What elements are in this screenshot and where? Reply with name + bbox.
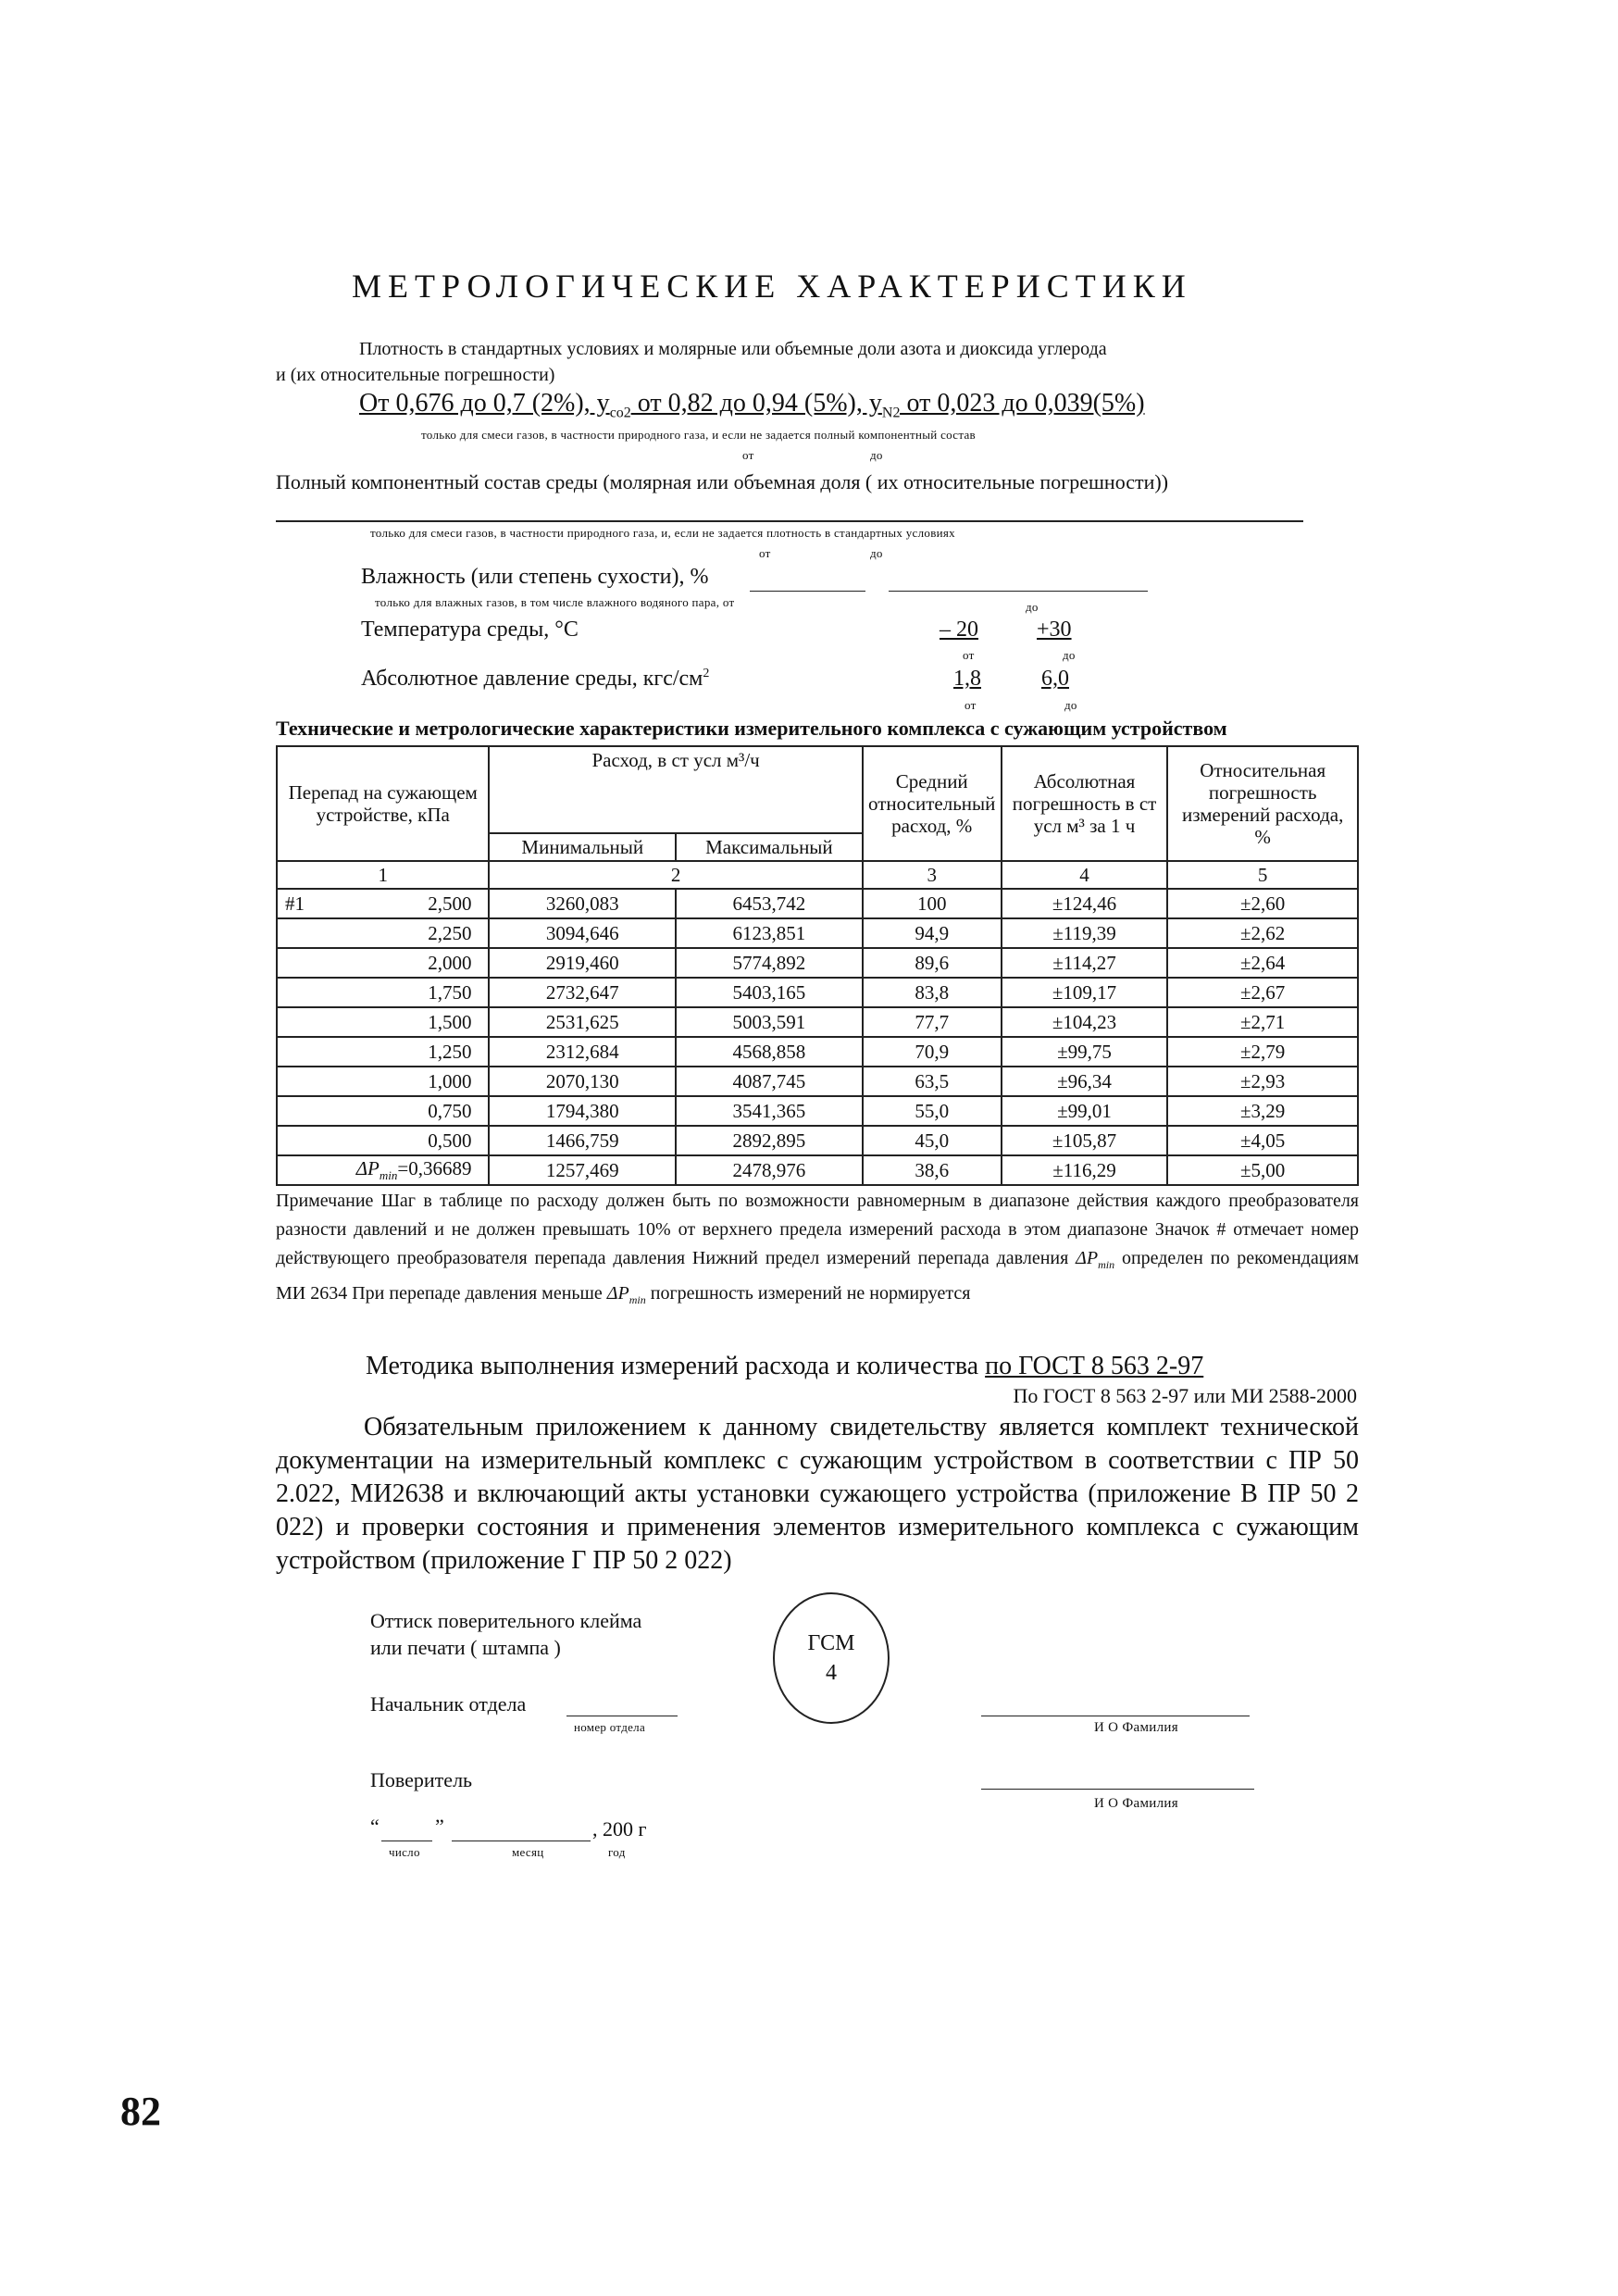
date-year: , 200 г <box>592 1817 647 1841</box>
cell-dp: 1,500 <box>277 1007 489 1037</box>
col-number-4: 4 <box>1002 861 1168 889</box>
cell-max: 2478,976 <box>676 1155 863 1185</box>
humidity-from-line <box>750 591 865 592</box>
cell-avg: 94,9 <box>863 918 1002 948</box>
cell-avg: 45,0 <box>863 1126 1002 1155</box>
cell-max: 2892,895 <box>676 1126 863 1155</box>
cell-avg: 63,5 <box>863 1067 1002 1096</box>
temperature-ot: от <box>963 648 975 662</box>
table-row <box>277 918 1358 948</box>
table-row <box>277 1096 1358 1126</box>
cell-rel: ±2,67 <box>1167 978 1358 1007</box>
pressure-do: до <box>1064 698 1077 712</box>
date-month-label: месяц <box>512 1845 544 1859</box>
method-title: Методика выполнения измерений расхода и количества по ГОСТ 8 563 2-97 <box>366 1352 1204 1380</box>
date-quote-open: “ <box>370 1815 380 1838</box>
active-converter-mark: #1 <box>285 892 305 916</box>
cell-min: 2919,460 <box>489 948 676 978</box>
cell-dp: 2,250 <box>277 918 489 948</box>
cell-abs: ±96,34 <box>1002 1067 1168 1096</box>
fio-line-2 <box>981 1789 1254 1790</box>
head-label: Начальник отдела <box>370 1692 527 1716</box>
cell-abs: ±109,17 <box>1002 978 1168 1007</box>
table-caption: Технические и метрологические характеристики измерительного комплекса с сужающим устройством <box>276 717 1227 740</box>
cell-dp: 1,000 <box>277 1067 489 1096</box>
table-row <box>277 978 1358 1007</box>
density-label-2: и (их относительные погрешности) <box>276 365 555 385</box>
fio-2: И О Фамилия <box>1094 1796 1178 1811</box>
header-avg: Средний относительный расход, % <box>863 746 1002 861</box>
composition-note: только для смеси газов, в частности природного газа, и, если не задается плотность в стандартных условиях <box>370 526 955 540</box>
cell-min: 3260,083 <box>489 889 676 918</box>
col-number-3: 3 <box>863 861 1002 889</box>
cell-abs: ±99,01 <box>1002 1096 1168 1126</box>
cell-max: 6123,851 <box>676 918 863 948</box>
header-rel: Относительная погрешность измерений расхода, % <box>1167 746 1358 861</box>
humidity-do: до <box>1026 600 1039 614</box>
fio-1: И О Фамилия <box>1094 1720 1178 1735</box>
table-row <box>277 1037 1358 1067</box>
table-note: Примечание Шаг в таблице по расходу должен быть по возможности равномерным в диапазоне действия каждого преобразователя разности давлений и не должен превышать 10% от верхнего предела измерений расхода в этом диапазоне Значок # отмечает номер действующего преобразователя перепада давления Нижний предел измерений перепада давления $\Delta P_{min}$ определен по рекомендациям МИ 2634 При перепаде давления меньше $\Delta P_{min}$ погрешность измерений не нормируется <box>276 1191 1359 1306</box>
cell-min: 2531,625 <box>489 1007 676 1037</box>
cell-avg: 89,6 <box>863 948 1002 978</box>
date-quote-close: ” <box>435 1815 444 1838</box>
temperature-do: до <box>1063 648 1076 662</box>
cell-rel: ±2,93 <box>1167 1067 1358 1096</box>
cell-rel: ±2,64 <box>1167 948 1358 978</box>
cell-abs: ±124,46 <box>1002 889 1168 918</box>
header-flow-max: Максимальный <box>676 833 863 861</box>
department-sub: номер отдела <box>574 1720 646 1734</box>
method-paragraph: Обязательным приложением к данному свидетельству является комплект технической документации на измерительный комплекс с сужающим устройством в соответствии с ПР 50 2.022, МИ2638 и включающий акты установки сужающего устройства (приложение В ПР 50 2 022) и проверки состояния и применения элементов измерительного комплекса с сужающим устройством (приложение Г ПР 50 2 022) <box>276 1413 1359 1575</box>
header-abs: Абсолютная погрешность в ст усл м³ за 1 ч <box>1002 746 1168 861</box>
cell-rel: ±4,05 <box>1167 1126 1358 1155</box>
cell-dp: 2,000 <box>277 948 489 978</box>
cell-rel: ±2,62 <box>1167 918 1358 948</box>
cell-avg: 77,7 <box>863 1007 1002 1037</box>
cell-avg: 83,8 <box>863 978 1002 1007</box>
header-flow-min: Минимальный <box>489 833 676 861</box>
cell-max: 4087,745 <box>676 1067 863 1096</box>
cell-max: 6453,742 <box>676 889 863 918</box>
density-label: Плотность в стандартных условиях и молярные или объемные доли азота и диоксида углерода <box>359 339 1107 359</box>
verifier-label: Поверитель <box>370 1768 473 1791</box>
pressure-label: Абсолютное давление среды, кгс/$см^2$ <box>361 667 710 691</box>
density-value: От 0,676 до 0,7 (2%), $y_{co2}$ от 0,82 до 0,94 (5%), $y_{N2}$ от 0,023 до 0,039(5%) <box>359 389 1145 421</box>
cell-min: 2732,647 <box>489 978 676 1007</box>
cell-min: 3094,646 <box>489 918 676 948</box>
date-day-label: число <box>389 1845 420 1859</box>
stamp-label-2: или печати ( штампа ) <box>370 1636 561 1659</box>
cell-dp: 0,500 <box>277 1126 489 1155</box>
method-sub: По ГОСТ 8 563 2-97 или МИ 2588-2000 <box>1013 1384 1357 1407</box>
cell-min: 1466,759 <box>489 1126 676 1155</box>
temperature-from: – 20 <box>940 618 978 642</box>
cell-rel: ±2,60 <box>1167 889 1358 918</box>
table-row <box>277 1126 1358 1155</box>
table-row <box>277 889 1358 918</box>
cell-min: 2070,130 <box>489 1067 676 1096</box>
table-row <box>277 1007 1358 1037</box>
method-gost-link: по ГОСТ 8 563 2-97 <box>985 1352 1204 1380</box>
verification-stamp: ГСМ 4 <box>773 1592 890 1724</box>
composition-ot: от <box>759 546 771 560</box>
temperature-label: Температура среды, °С <box>361 618 579 642</box>
humidity-label: Влажность (или степень сухости), % <box>361 565 709 589</box>
cell-rel: ±3,29 <box>1167 1096 1358 1126</box>
cell-min: 1794,380 <box>489 1096 676 1126</box>
density-ot: от <box>742 448 754 462</box>
composition-line <box>276 520 1303 522</box>
cell-min: 1257,469 <box>489 1155 676 1185</box>
humidity-note: только для влажных газов, в том числе влажного водяного пара, от <box>375 595 735 609</box>
cell-avg: 100 <box>863 889 1002 918</box>
cell-avg: 38,6 <box>863 1155 1002 1185</box>
table-row <box>277 948 1358 978</box>
cell-min: 2312,684 <box>489 1037 676 1067</box>
composition-do: до <box>870 546 883 560</box>
table-row <box>277 1155 1358 1185</box>
cell-abs: ±104,23 <box>1002 1007 1168 1037</box>
date-year-label: год <box>608 1845 626 1859</box>
pressure-to: 6,0 <box>1041 667 1069 691</box>
temperature-to: +30 <box>1037 618 1072 642</box>
pressure-from: 1,8 <box>953 667 981 691</box>
cell-max: 5003,591 <box>676 1007 863 1037</box>
col-number-5: 5 <box>1167 861 1358 889</box>
metrology-table <box>276 745 1359 1186</box>
composition-label: Полный компонентный состав среды (молярная или объемная доля ( их относительные погрешности)) <box>276 470 1169 493</box>
density-do: до <box>870 448 883 462</box>
page-number: 82 <box>120 2089 161 2134</box>
cell-abs: ±99,75 <box>1002 1037 1168 1067</box>
humidity-to-line <box>889 591 1148 592</box>
density-note: только для смеси газов, в частности природного газа, и если не задается полный компонентный состав <box>421 428 976 442</box>
pressure-ot: от <box>965 698 977 712</box>
cell-abs: ±114,27 <box>1002 948 1168 978</box>
table-row <box>277 1067 1358 1096</box>
cell-dp: 1,750 <box>277 978 489 1007</box>
cell-dp: 1,250 <box>277 1037 489 1067</box>
cell-rel: ±5,00 <box>1167 1155 1358 1185</box>
header-flow: Расход, в ст усл м³/ч <box>489 746 862 833</box>
cell-dp-min: $\Delta P_{min}=0,36689$ <box>277 1155 489 1185</box>
col-number-2: 2 <box>489 861 862 889</box>
cell-abs: ±105,87 <box>1002 1126 1168 1155</box>
header-dp: Перепад на сужающем устройстве, кПа <box>277 746 489 861</box>
cell-avg: 55,0 <box>863 1096 1002 1126</box>
cell-rel: ±2,71 <box>1167 1007 1358 1037</box>
stamp-label-1: Оттиск поверительного клейма <box>370 1609 642 1632</box>
cell-dp: #1 2,500 <box>277 889 489 918</box>
cell-rel: ±2,79 <box>1167 1037 1358 1067</box>
cell-max: 3541,365 <box>676 1096 863 1126</box>
cell-dp: 0,750 <box>277 1096 489 1126</box>
cell-max: 5774,892 <box>676 948 863 978</box>
cell-max: 4568,858 <box>676 1037 863 1067</box>
col-number-1: 1 <box>277 861 489 889</box>
page-title: МЕТРОЛОГИЧЕСКИЕ ХАРАКТЕРИСТИКИ <box>352 268 1192 305</box>
cell-abs: ±116,29 <box>1002 1155 1168 1185</box>
cell-abs: ±119,39 <box>1002 918 1168 948</box>
cell-avg: 70,9 <box>863 1037 1002 1067</box>
cell-max: 5403,165 <box>676 978 863 1007</box>
